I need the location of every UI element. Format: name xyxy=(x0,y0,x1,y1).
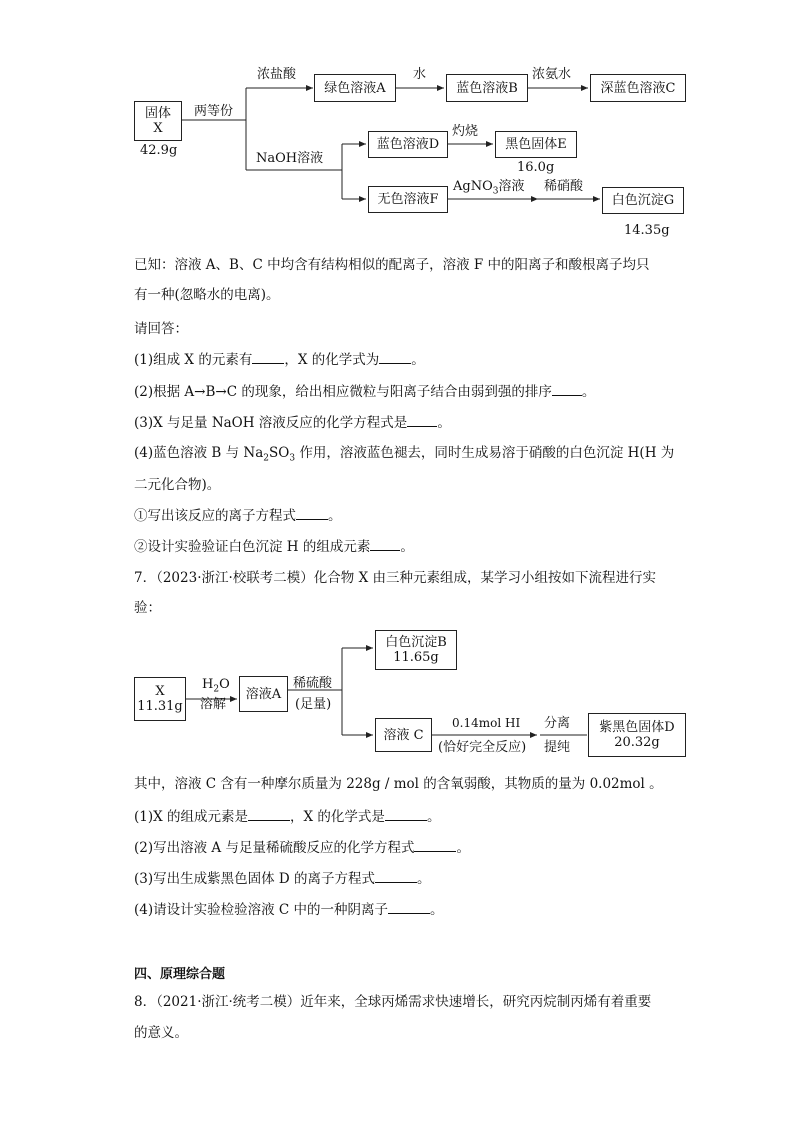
dissolve-label: 溶解 xyxy=(200,697,227,712)
q7-note: 其中，溶液 C 含有一种摩尔质量为 228g / mol 的含氧弱酸，其物质的量为 0.02mol 。 xyxy=(134,776,663,792)
solid-d-line1: 紫黑色固体D xyxy=(599,720,675,735)
q7-intro-line2: 验： xyxy=(134,600,161,616)
q7-part3 xyxy=(134,870,431,888)
hcl-label: 浓盐酸 xyxy=(257,67,297,82)
q6-p4b-pre: ②设计实验验证白色沉淀 H 的组成元素 xyxy=(134,539,371,555)
agno3-pre: AgNO xyxy=(453,179,493,194)
box-precip-b xyxy=(375,630,457,670)
naoh-label: NaOH溶液 xyxy=(256,151,324,166)
purify-label: 提纯 xyxy=(544,740,571,755)
q6-part1 xyxy=(134,351,425,369)
q6-p4-mid1: SO xyxy=(269,445,290,461)
q7-part2 xyxy=(134,839,470,857)
q8-line1: 8．（2021·浙江·统考二模）近年来，全球丙烯需求快速增长，研究丙烷制丙烯有着重要 xyxy=(134,994,652,1010)
h2o-pre: H xyxy=(202,677,214,692)
separate-label: 分离 xyxy=(544,716,571,731)
q6-prompt: 请回答： xyxy=(134,321,188,337)
q6-p4-post: 作用，溶液蓝色褪去，同时生成易溶于硝酸的白色沉淀 H(H 为 xyxy=(295,445,675,461)
x-line2: 11.31g xyxy=(137,699,183,714)
x-line1: X xyxy=(155,684,165,699)
q6-p2-end: 。 xyxy=(581,384,596,400)
q6-part4-line2: 二元化合物)。 xyxy=(134,477,221,493)
answer-blank[interactable] xyxy=(552,383,582,396)
answer-blank[interactable] xyxy=(375,870,417,883)
box-solid-x xyxy=(134,101,182,141)
ignite-label: 灼烧 xyxy=(452,124,479,139)
answer-blank[interactable] xyxy=(370,538,400,551)
mass-x: 42.9g xyxy=(140,143,178,158)
box-solution-b: 蓝色溶液B xyxy=(446,74,528,102)
answer-blank[interactable] xyxy=(379,351,411,364)
water-label: 水 xyxy=(413,67,427,82)
q6-p3-pre: (3)X 与足量 NaOH 溶液反应的化学方程式是 xyxy=(134,415,408,431)
q8-line2: 的意义。 xyxy=(134,1025,188,1041)
q6-p1-end: 。 xyxy=(411,352,425,368)
q6-part2 xyxy=(134,383,595,401)
answer-blank[interactable] xyxy=(252,351,284,364)
ammonia-label: 浓氨水 xyxy=(532,67,572,82)
hno3-label: 稀硝酸 xyxy=(544,179,584,194)
mass-g: 14.35g xyxy=(624,223,670,238)
q6-p1-pre: (1)组成 X 的元素有 xyxy=(134,352,253,368)
q7-p2-end: 。 xyxy=(456,840,470,856)
answer-blank[interactable] xyxy=(388,901,430,914)
q6-part4 xyxy=(134,444,674,468)
agno3-sub: 3 xyxy=(492,186,499,197)
answer-blank[interactable] xyxy=(414,839,456,852)
q7-p4-end: 。 xyxy=(430,902,444,918)
q7-p3-end: 。 xyxy=(417,871,431,887)
excess-label: (足量) xyxy=(295,697,332,712)
precip-b-line2: 11.65g xyxy=(393,650,439,665)
solid-x-line1: 固体 xyxy=(144,106,171,121)
q7-p3-pre: (3)写出生成紫黑色固体 D 的离子方程式 xyxy=(134,871,376,887)
box-solid-d xyxy=(588,713,686,757)
h2o-label xyxy=(202,677,230,698)
q7-part4 xyxy=(134,901,444,919)
q6-p4a-end: 。 xyxy=(328,508,342,524)
mass-e: 16.0g xyxy=(517,160,555,175)
h2o-sub: 2 xyxy=(213,684,220,695)
q6-p4-sub2: 3 xyxy=(289,453,296,464)
h2o-post: O xyxy=(219,677,230,692)
answer-blank[interactable] xyxy=(385,808,427,821)
q7-part1 xyxy=(134,808,440,826)
q6-p4a-pre: ①写出该反应的离子方程式 xyxy=(134,508,296,524)
q6-known-line2: 有一种(忽略水的电离)。 xyxy=(134,287,280,303)
q6-p2-pre: (2)根据 A→B→C 的现象，给出相应微粒与阳离子结合由弱到强的排序 xyxy=(134,384,552,400)
box-solution-a2: 溶液A xyxy=(239,676,288,712)
box-solid-e: 黑色固体E xyxy=(495,131,577,158)
q6-p1-mid: ，X 的化学式为 xyxy=(284,352,380,368)
box-solution-c: 深蓝色溶液C xyxy=(590,74,686,102)
q6-p4-sub1: 2 xyxy=(263,453,270,464)
hi-label: 0.14mol HI xyxy=(452,716,521,730)
q7-p1-end: 。 xyxy=(426,809,441,825)
box-precip-g: 白色沉淀G xyxy=(602,187,684,214)
box-solution-c2: 溶液 C xyxy=(375,718,432,752)
agno3-post: 溶液 xyxy=(498,179,525,194)
answer-blank[interactable] xyxy=(248,808,290,821)
solid-x-line2: X xyxy=(153,121,163,136)
answer-blank[interactable] xyxy=(407,414,437,427)
q7-intro-line1: 7．（2023·浙江·校联考二模）化合物 X 由三种元素组成，某学习小组按如下流程进行实 xyxy=(134,570,656,586)
q6-part3 xyxy=(134,414,451,432)
q7-p1-pre: (1)X 的组成元素是 xyxy=(134,809,249,825)
q6-p3-end: 。 xyxy=(437,415,451,431)
q7-p1-mid: ，X 的化学式是 xyxy=(290,809,385,825)
agno3-label xyxy=(453,179,525,200)
exact-label: (恰好完全反应) xyxy=(438,740,527,755)
section-heading: 四、原理综合题 xyxy=(134,967,226,982)
q6-part4b xyxy=(134,538,414,556)
h2so4-label: 稀硫酸 xyxy=(293,676,333,691)
q6-p4b-end: 。 xyxy=(400,539,414,555)
box-solution-a: 绿色溶液A xyxy=(314,74,396,102)
q6-known-line1: 已知：溶液 A、B、C 中均含有结构相似的配离子，溶液 F 中的阳离子和酸根离子均只 xyxy=(134,257,650,273)
box-compound-x xyxy=(134,677,186,721)
q6-p4-pre: (4)蓝色溶液 B 与 Na xyxy=(134,445,264,461)
q6-part4a xyxy=(134,507,342,525)
q7-p4-pre: (4)请设计实验检验溶液 C 中的一种阴离子 xyxy=(134,902,389,918)
solid-d-line2: 20.32g xyxy=(614,735,660,750)
box-solution-d: 蓝色溶液D xyxy=(368,131,448,158)
q7-p2-pre: (2)写出溶液 A 与足量稀硫酸反应的化学方程式 xyxy=(134,840,415,856)
answer-blank[interactable] xyxy=(296,507,328,520)
split-label: 两等份 xyxy=(194,104,234,119)
box-solution-f: 无色溶液F xyxy=(368,186,448,213)
precip-b-line1: 白色沉淀B xyxy=(385,635,447,650)
